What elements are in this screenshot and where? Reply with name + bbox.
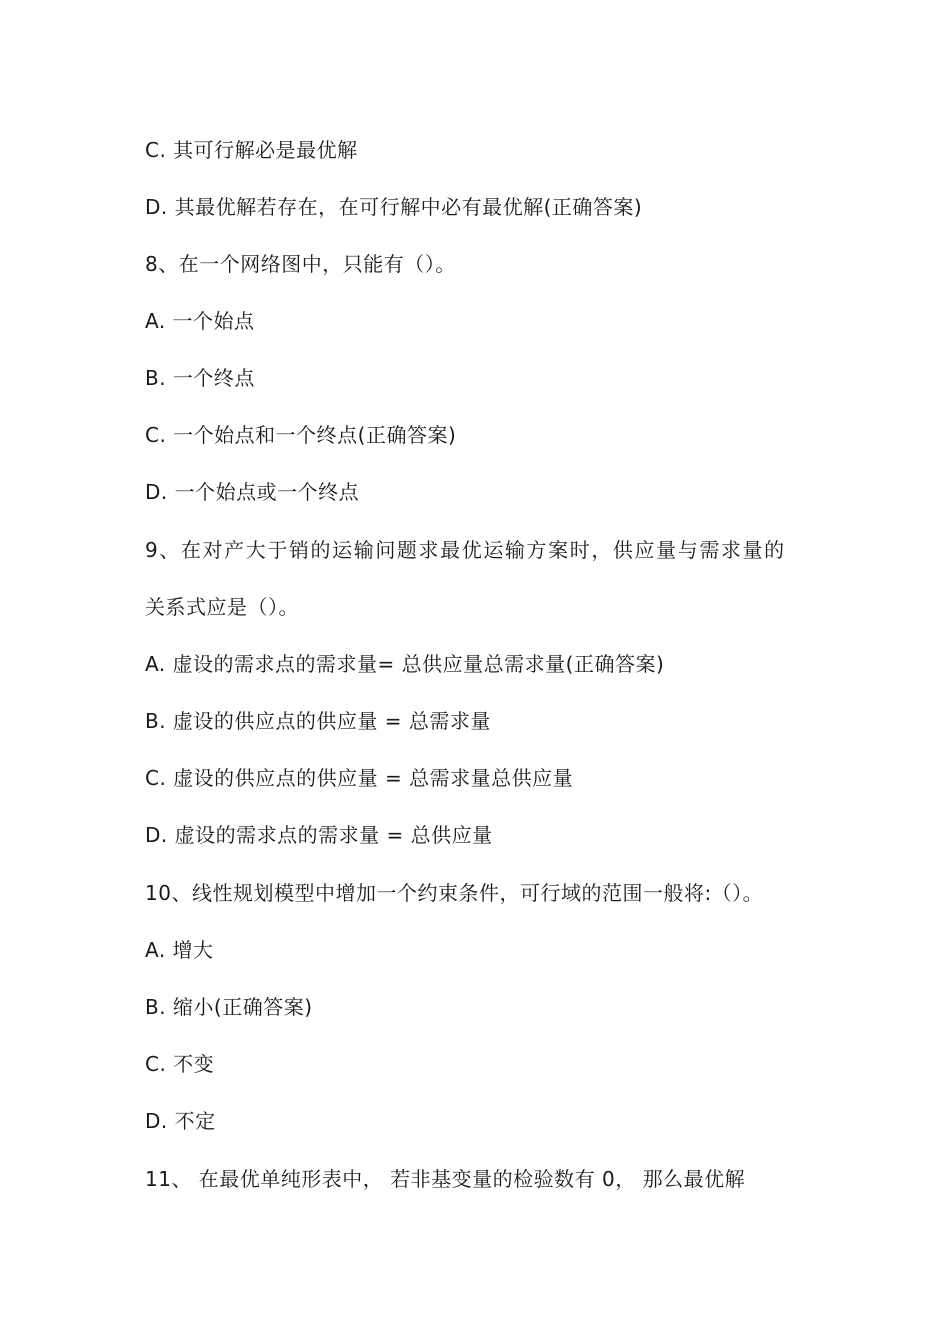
q10-option-b: B. 缩小(正确答案) [145, 995, 313, 1019]
q7-option-d: D. 其最优解若存在，在可行解中必有最优解(正确答案) [145, 195, 643, 219]
q10-option-d: D. 不定 [145, 1109, 216, 1133]
q8-stem: 8、在一个网络图中，只能有（）。 [145, 252, 456, 276]
q9-stem-line-2: 关系式应是（）。 [145, 595, 299, 619]
q9-option-c: C. 虚设的供应点的供应量 = 总需求量总供应量 [145, 766, 574, 790]
q9-stem-line-1: 9、在对产大于销的运输问题求最优运输方案时，供应量与需求量的 [145, 538, 786, 562]
q10-option-a: A. 增大 [145, 938, 214, 962]
q9-option-b: B. 虚设的供应点的供应量 = 总需求量 [145, 709, 491, 733]
q8-option-c: C. 一个始点和一个终点(正确答案) [145, 423, 457, 447]
q8-option-a: A. 一个始点 [145, 309, 255, 333]
q11-stem: 11、 在最优单纯形表中， 若非基变量的检验数有 0， 那么最优解 [145, 1167, 746, 1191]
q8-option-d: D. 一个始点或一个终点 [145, 480, 360, 504]
q7-option-c: C. 其可行解必是最优解 [145, 138, 358, 162]
q10-option-c: C. 不变 [145, 1052, 215, 1076]
q9-option-a: A. 虚设的需求点的需求量= 总供应量总需求量(正确答案) [145, 652, 665, 676]
q8-option-b: B. 一个终点 [145, 366, 255, 390]
q10-stem: 10、线性规划模型中增加一个约束条件，可行域的范围一般将:（）。 [145, 881, 764, 905]
q9-option-d: D. 虚设的需求点的需求量 = 总供应量 [145, 823, 493, 847]
